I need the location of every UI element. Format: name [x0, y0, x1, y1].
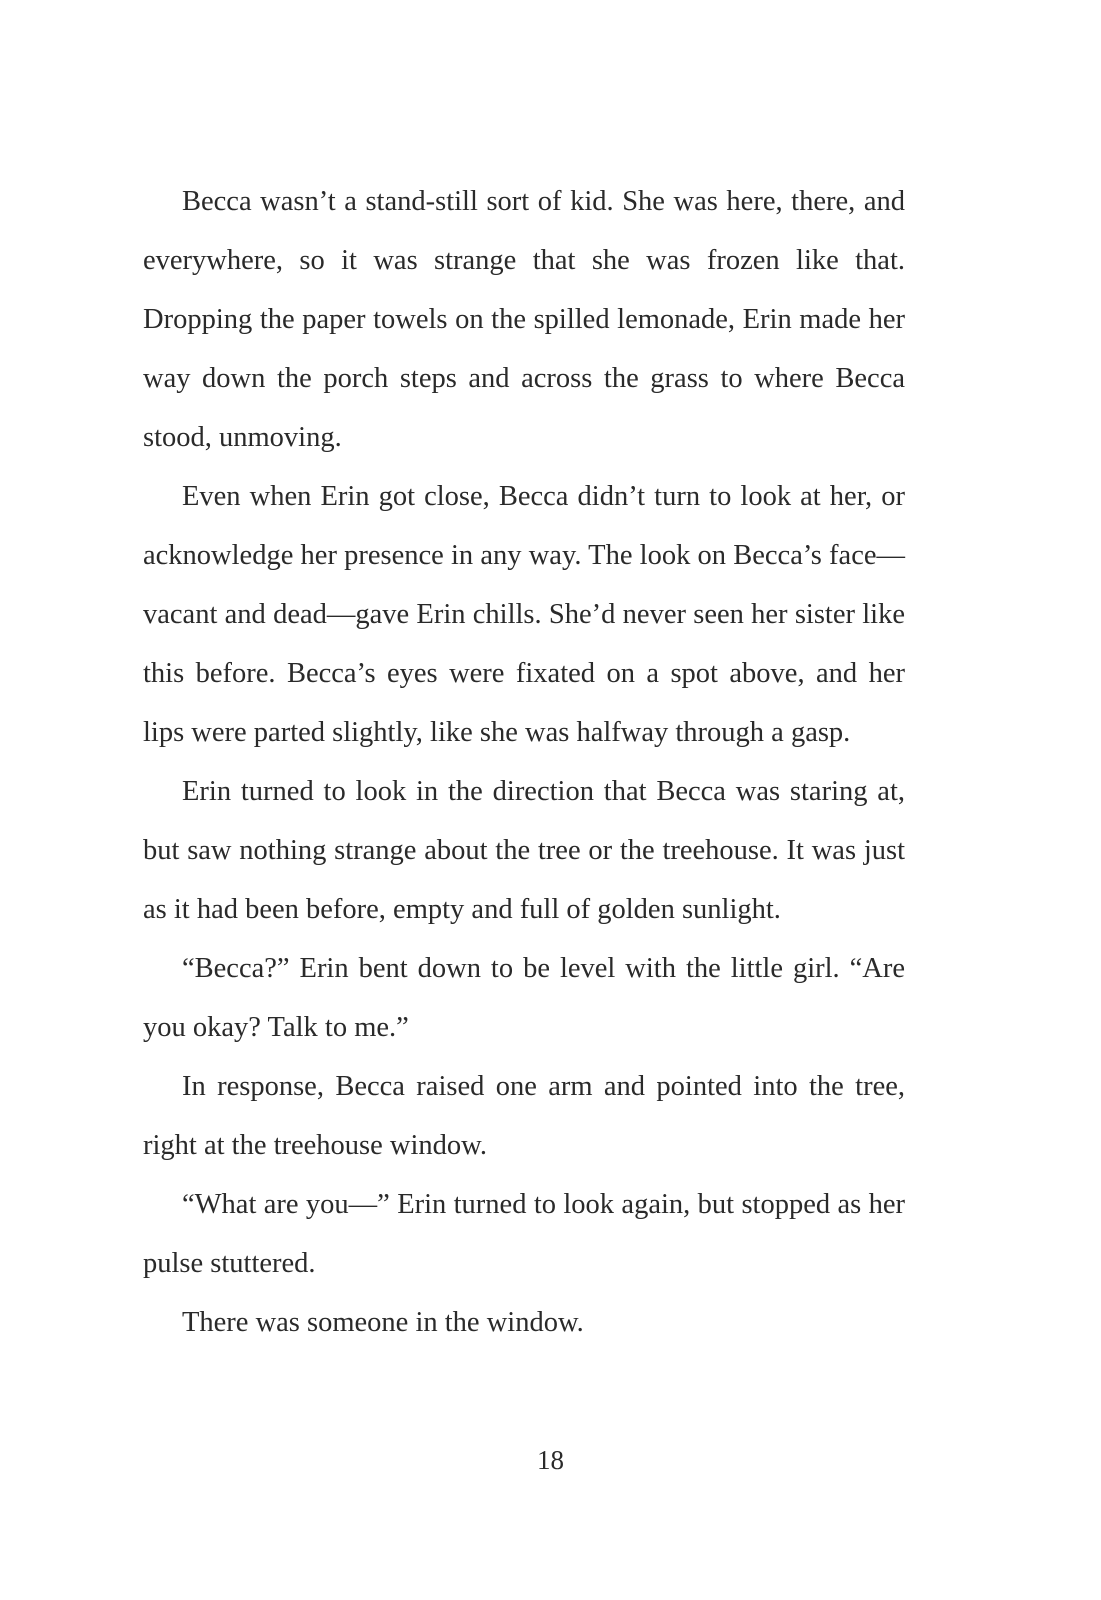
paragraph: Even when Erin got close, Becca didn’t turn to look at her, or acknowledge her presence in any way. The look on Becca’s face—vacant and dead—gave Erin chills. She’d never seen her sister like this before. Becca’s eyes were fixated on a spot above, and her lips were parted slightly, like she was halfway through a gasp. [143, 481, 905, 748]
paragraph: “Becca?” Erin bent down to be level with the little girl. “Are you okay? Talk to me.” [143, 953, 905, 1043]
paragraph: “What are you—” Erin turned to look again, but stopped as her pulse stuttered. [143, 1189, 905, 1279]
paragraph: In response, Becca raised one arm and pointed into the tree, right at the treehouse window. [143, 1071, 905, 1161]
paragraph: There was someone in the window. [182, 1307, 584, 1338]
paragraph: Becca wasn’t a stand-still sort of kid. She was here, there, and everywhere, so it was strange that she was frozen like that. Dropping the paper towels on the spilled lemonade, Erin made her way down the porch steps and across the grass to where Becca stood, unmoving. [143, 186, 905, 453]
paragraph: Erin turned to look in the direction that Becca was staring at, but saw nothing strange about the tree or the treehouse. It was just as it had been before, empty and full of golden sunlight. [143, 776, 905, 925]
body-text [143, 172, 905, 1352]
page-number: 18 [537, 1445, 564, 1475]
